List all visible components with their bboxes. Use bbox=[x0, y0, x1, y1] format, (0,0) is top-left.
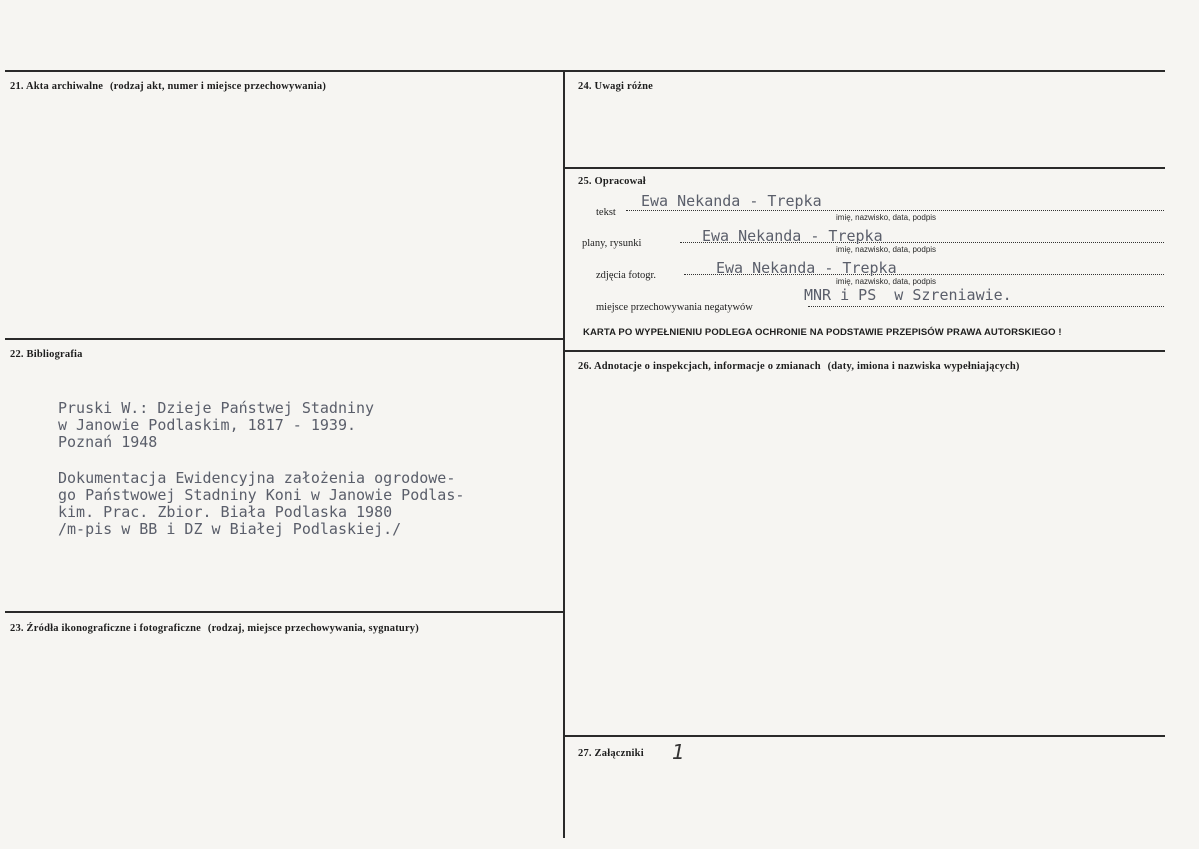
rule-22-23 bbox=[5, 611, 563, 613]
section-21-title bbox=[10, 81, 326, 92]
field-line-text bbox=[626, 210, 1164, 211]
section-21-heading: 21. Akta archiwalne bbox=[10, 81, 104, 92]
field-value-photos: Ewa Nekanda - Trepka bbox=[716, 259, 897, 277]
top-rule bbox=[5, 70, 1165, 72]
rule-26-27 bbox=[565, 735, 1165, 737]
center-divider bbox=[563, 70, 565, 838]
field-value-negatives: MNR i PS w Szreniawie. bbox=[804, 286, 1012, 304]
attachments-count: 1 bbox=[672, 740, 685, 764]
field-value-text: Ewa Nekanda - Trepka bbox=[641, 192, 822, 210]
section-23-heading: 23. Źródła ikonograficzne i fotograficzne bbox=[10, 623, 202, 634]
section-21-note: (rodzaj akt, numer i miejsce przechowywania) bbox=[109, 81, 327, 92]
field-sub-plans: imię, nazwisko, data, podpis bbox=[836, 245, 937, 254]
section-24-title: 24. Uwagi różne bbox=[578, 81, 654, 92]
section-23-note: (rodzaj, miejsce przechowywania, sygnatury) bbox=[207, 623, 419, 634]
section-26-note: (daty, imiona i nazwiska wypełniających) bbox=[827, 361, 1020, 372]
section-25-title: 25. Opracował bbox=[578, 176, 646, 187]
rule-21-22 bbox=[5, 338, 563, 340]
bibliography-entry-1: Pruski W.: Dzieje Państwej Stadniny w Janowie Podlaskim, 1817 - 1939. Poznań 1948 bbox=[58, 399, 375, 451]
section-26-title bbox=[578, 361, 1020, 372]
field-value-plans: Ewa Nekanda - Trepka bbox=[702, 227, 883, 245]
copyright-notice: KARTA PO WYPEŁNIENIU PODLEGA OCHRONIE NA PODSTAWIE PRZEPISÓW PRAWA AUTORSKIEGO ! bbox=[583, 327, 1062, 338]
section-27-title: 27. Załączniki bbox=[578, 748, 644, 759]
field-line-negatives bbox=[808, 306, 1164, 307]
field-label-photos: zdjęcia fotogr. bbox=[596, 270, 657, 281]
rule-25-26 bbox=[565, 350, 1165, 352]
field-sub-photos: imię, nazwisko, data, podpis bbox=[836, 277, 937, 286]
section-22-title: 22. Bibliografia bbox=[10, 349, 83, 360]
rule-24-25 bbox=[565, 167, 1165, 169]
field-label-text: tekst bbox=[596, 207, 616, 218]
bibliography-entry-2: Dokumentacja Ewidencyjna założenia ogrodowe- go Państwowej Stadniny Koni w Janowie Podlas- kim. Prac. Zbior. Biała Podlaska 1980 /m-pis w BB i DZ w Białej Podlaskiej./ bbox=[58, 469, 465, 538]
section-23-title bbox=[10, 623, 419, 634]
field-label-negatives: miejsce przechowywania negatywów bbox=[596, 302, 753, 313]
section-26-heading: 26. Adnotacje o inspekcjach, informacje o zmianach bbox=[578, 361, 821, 372]
field-sub-text: imię, nazwisko, data, podpis bbox=[836, 213, 937, 222]
field-label-plans: plany, rysunki bbox=[582, 238, 642, 249]
